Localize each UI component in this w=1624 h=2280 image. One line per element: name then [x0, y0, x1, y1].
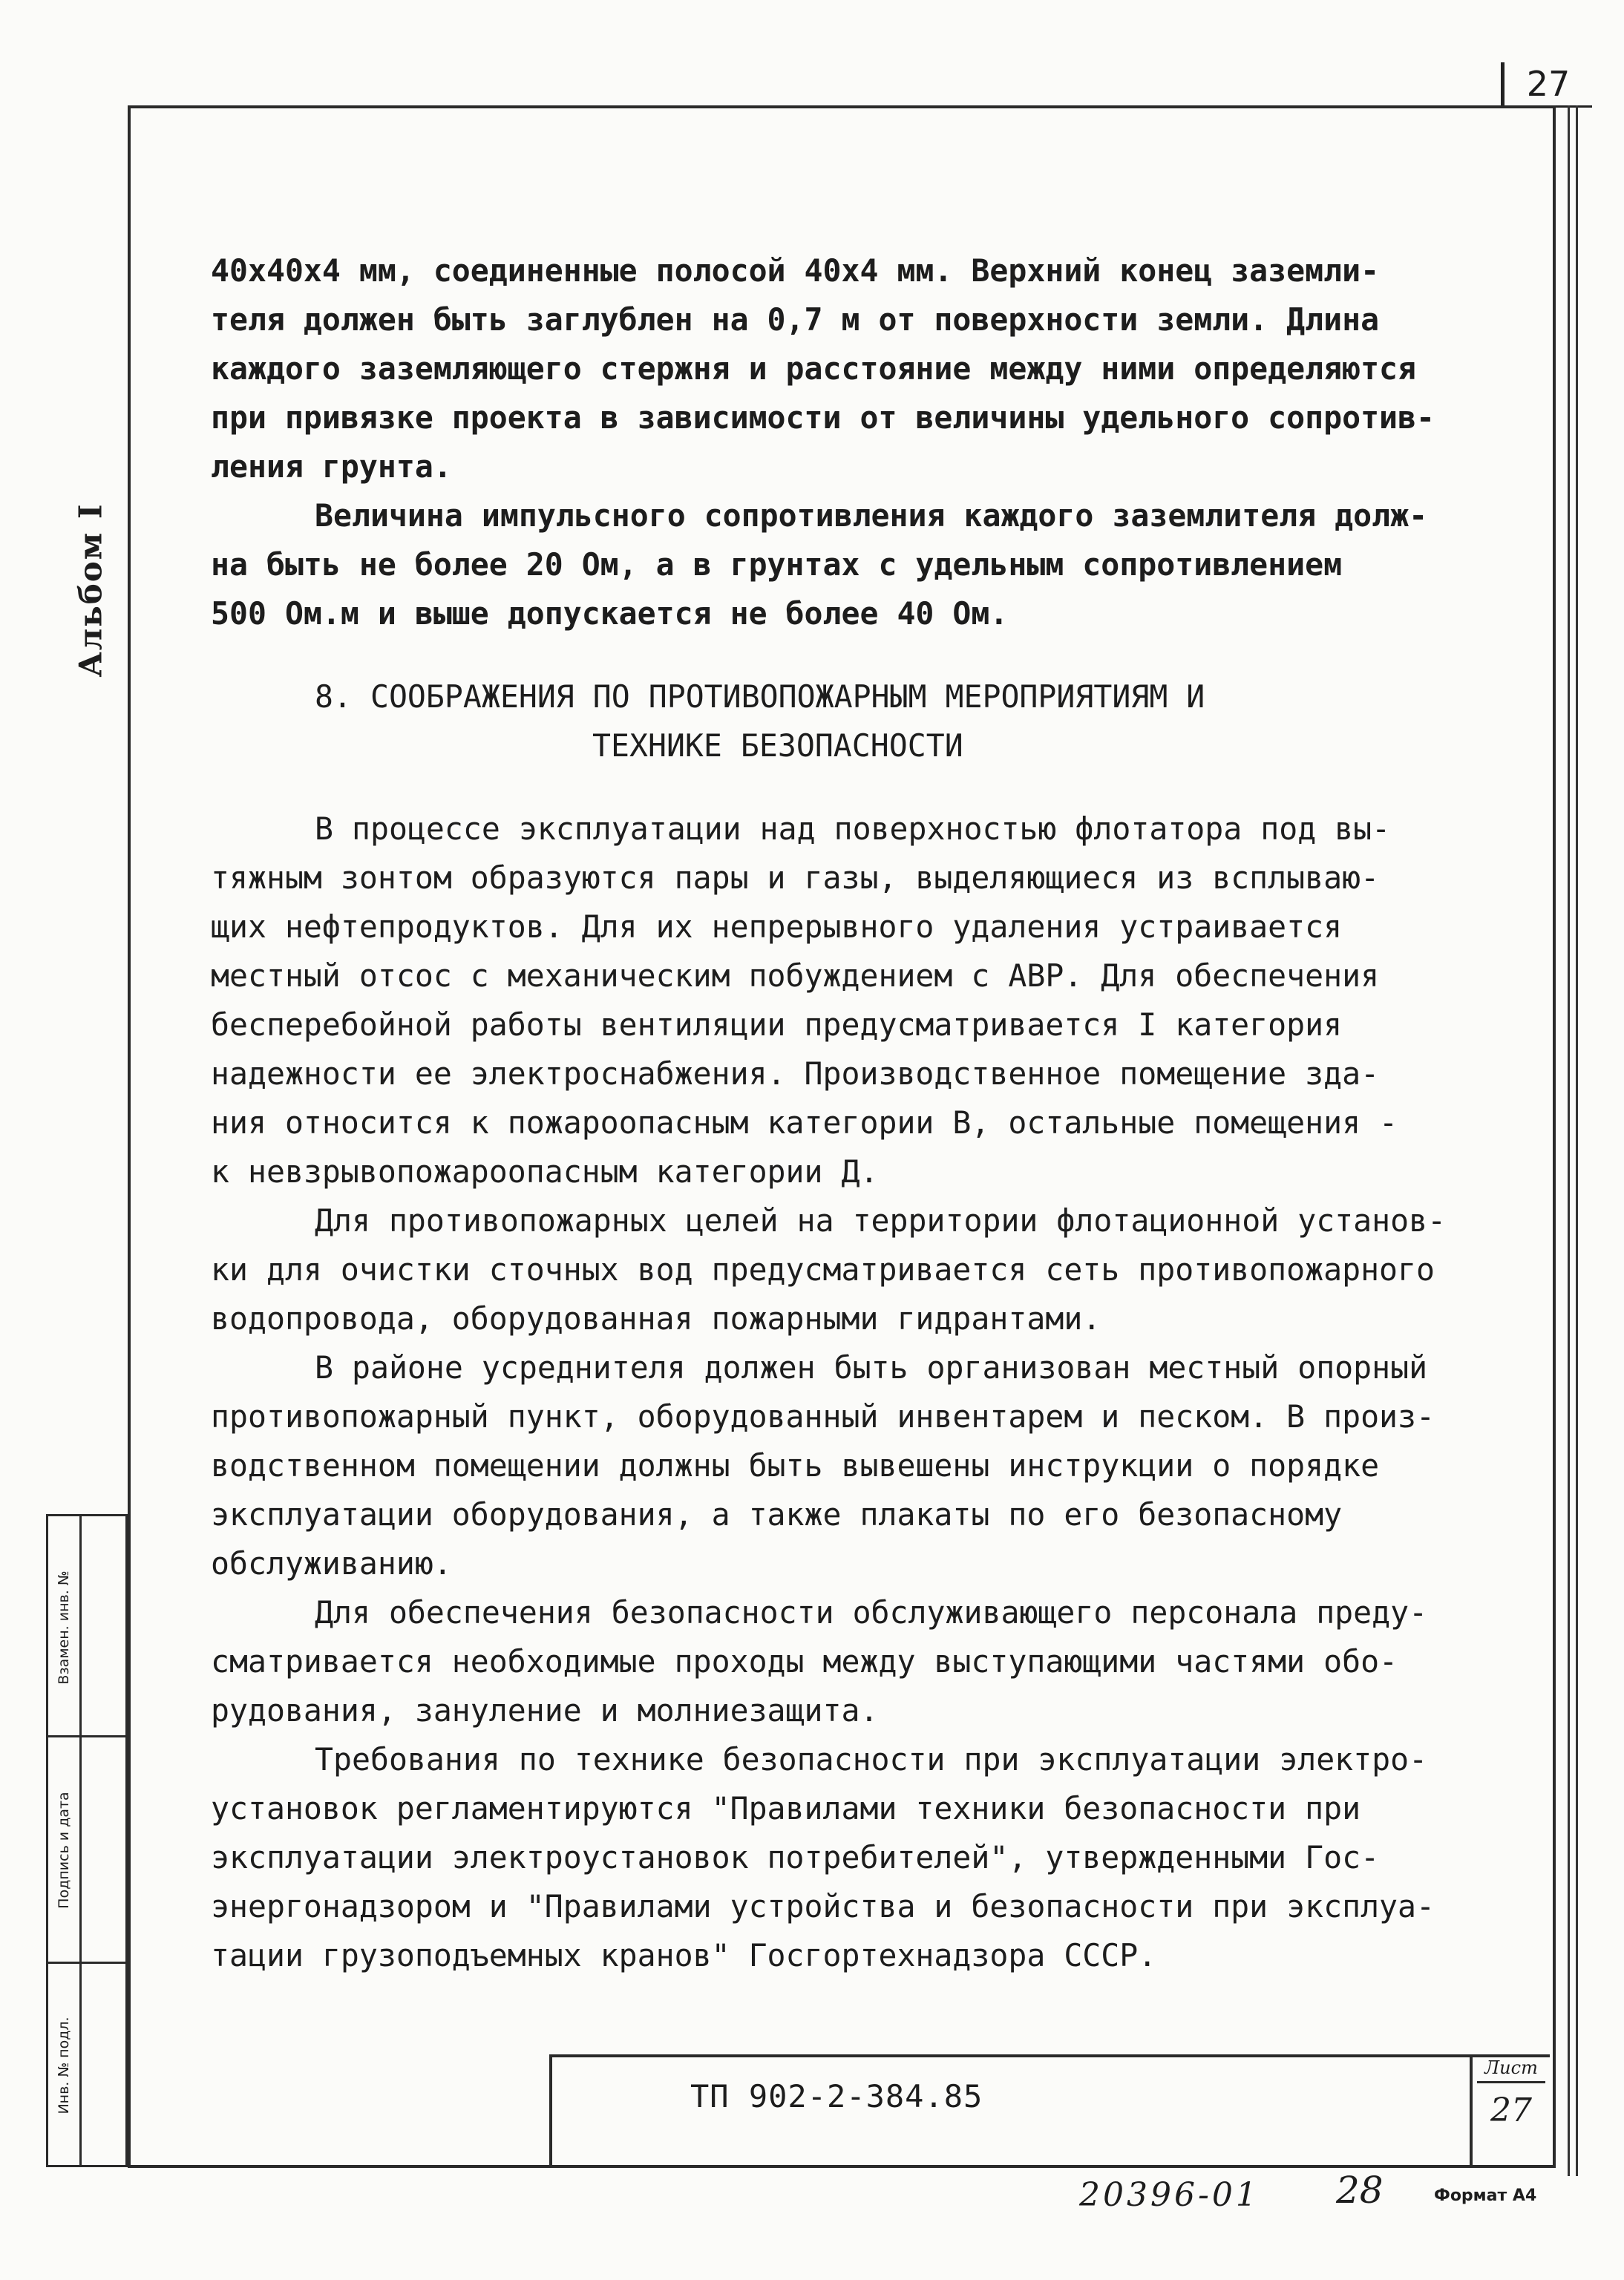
section-heading: 8. СООБРАЖЕНИЯ ПО ПРОТИВОПОЖАРНЫМ МЕРОПРИЯТИЯМ И — [315, 678, 1205, 715]
top-page-number: 27 — [1501, 62, 1592, 108]
text-line: каждого заземляющего стержня и расстояние между ними определяются — [211, 350, 1417, 387]
text-line: Для обеспечения безопасности обслуживающего персонала преду- — [315, 1594, 1428, 1631]
stamp-field-original-inventory: Инв. № подл. — [56, 2017, 72, 2114]
section-heading-continued: ТЕХНИКЕ БЕЗОПАСНОСТИ — [592, 727, 963, 764]
text-line: на быть не более 20 Ом, а в грунтах с удельным сопротивлением — [211, 546, 1343, 583]
text-line: В процессе эксплуатации над поверхностью флотатора под вы- — [315, 810, 1391, 847]
text-line: при привязке проекта в зависимости от величины удельного сопротив- — [211, 399, 1435, 436]
text-line: тации грузоподъемных кранов" Госгортехнадзора СССР. — [211, 1937, 1157, 1973]
stamp-strip-divider — [48, 1735, 125, 1737]
sheet-number: 27 — [1490, 2091, 1532, 2129]
sheet-label: Лист — [1477, 2057, 1545, 2083]
text-line: 500 Ом.м и выше допускается не более 40 Ом. — [211, 595, 1009, 632]
stamp-field-replacement: Взамен. инв. № — [56, 1570, 72, 1685]
text-line: ния относится к пожароопасным категории В, остальные помещения - — [211, 1104, 1398, 1141]
format-label: Формат А4 — [1434, 2186, 1537, 2205]
stamp-field-signature-date: Подпись и дата — [56, 1792, 72, 1909]
text-line: тяжным зонтом образуются пары и газы, выделяющиеся из всплываю- — [211, 859, 1380, 896]
text-line: установок регламентируются "Правилами техники безопасности при — [211, 1790, 1361, 1827]
text-line: щих нефтепродуктов. Для их непрерывного удаления устраивается — [211, 908, 1343, 945]
text-line: Величина импульсного сопротивления каждого заземлителя долж- — [315, 497, 1428, 534]
text-line: обслуживанию. — [211, 1545, 452, 1582]
text-line: ления грунта. — [211, 448, 452, 485]
text-line: энергонадзором и "Правилами устройства и безопасности при эксплуа- — [211, 1888, 1435, 1924]
text-line: 40x40x4 мм, соединенные полосой 40x4 мм. Верхний конец заземли- — [211, 252, 1380, 289]
text-line: водственном помещении должны быть вывешены инструкции о порядке — [211, 1447, 1380, 1484]
frame-right-bar — [1568, 105, 1578, 2176]
archive-number: 20396-01 — [1079, 2176, 1260, 2214]
text-line: Требования по технике безопасности при эксплуатации электро- — [315, 1741, 1428, 1778]
album-label: Альбом I — [72, 502, 109, 678]
text-line: местный отсос с механическим побуждением с АВР. Для обеспечения — [211, 957, 1380, 994]
document-code: ТП 902-2-384.85 — [690, 2078, 983, 2114]
text-line: бесперебойной работы вентиляции предусматривается I категория — [211, 1006, 1343, 1043]
text-line: ки для очистки сточных вод предусматривается сеть противопожарного — [211, 1251, 1435, 1288]
text-line: эксплуатации оборудования, а также плакаты по его безопасному — [211, 1496, 1343, 1533]
text-line: водопровода, оборудованная пожарными гидрантами. — [211, 1300, 1101, 1337]
text-line: рудования, зануление и молниезащита. — [211, 1692, 879, 1729]
text-line: надежности ее электроснабжения. Производственное помещение зда- — [211, 1055, 1380, 1092]
text-line: эксплуатации электроустановок потребителей", утвержденными Гос- — [211, 1839, 1380, 1876]
text-line: противопожарный пункт, оборудованный инвентарем и песком. В произ- — [211, 1398, 1435, 1435]
page-ordinal: 28 — [1336, 2169, 1384, 2212]
text-line: теля должен быть заглублен на 0,7 м от поверхности земли. Длина — [211, 301, 1380, 338]
text-line: В районе усреднителя должен быть организован местный опорный — [315, 1349, 1428, 1386]
stamp-strip-divider-vertical — [79, 1516, 82, 2165]
text-line: Для противопожарных целей на территории флотационной установ- — [315, 1202, 1447, 1239]
text-line: к невзрывопожароопасным категории Д. — [211, 1153, 879, 1190]
body-text — [211, 246, 1547, 1980]
stamp-strip-divider — [48, 1962, 125, 1964]
text-line: сматривается необходимые проходы между выступающими частями обо- — [211, 1643, 1398, 1680]
stamp-strip — [46, 1514, 128, 2167]
